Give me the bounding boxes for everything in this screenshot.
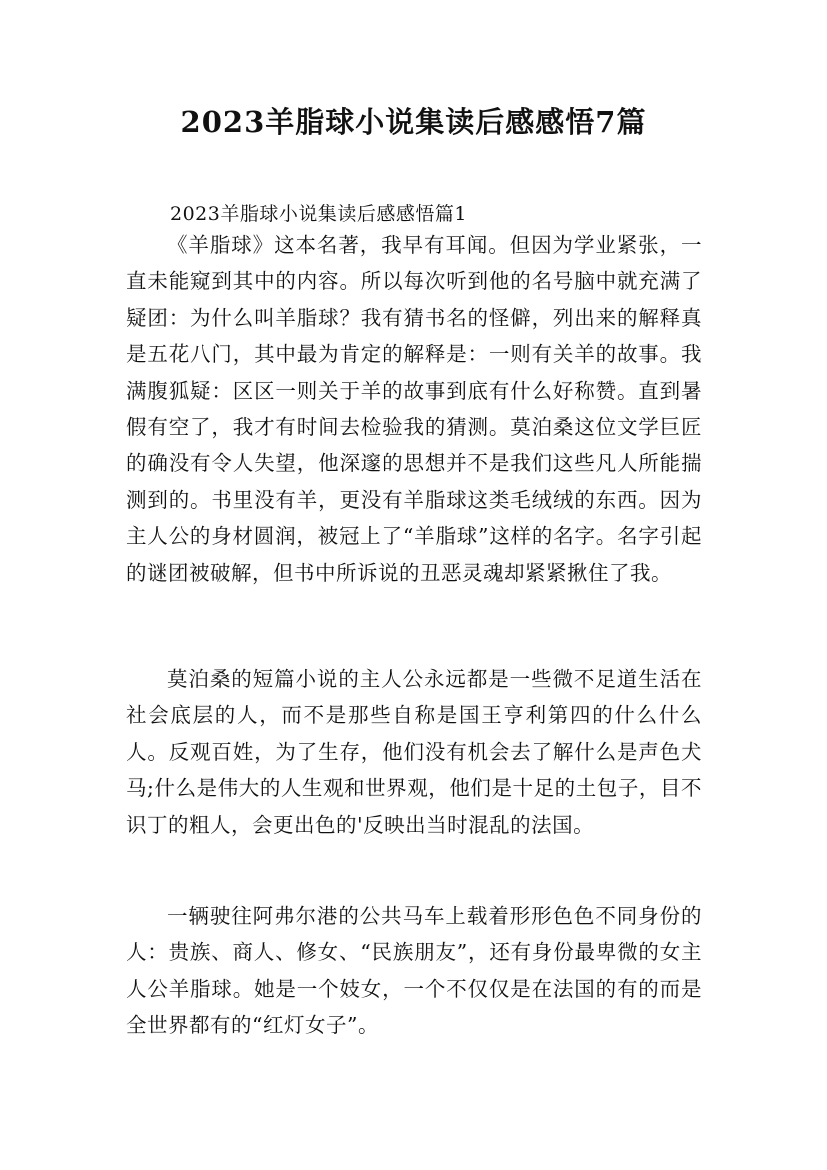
document-title: 2023羊脂球小说集读后感感悟7篇 xyxy=(180,105,647,139)
paragraph-2: 莫泊桑的短篇小说的主人公永远都是一些微不足道生活在社会底层的人，而不是那些自称是国王亨利第四的什么什么人。反观百姓，为了生存，他们没有机会去了解什么是声色犬马;什么是伟大的人生观和世界观，他们是十足的土包子，目不识丁的粗人，会更出色的'反映出当时混乱的法国。 xyxy=(126,667,702,837)
section-heading: 2023羊脂球小说集读后感感悟篇1 xyxy=(170,203,467,225)
paragraph-3: 一辆驶往阿弗尔港的公共马车上载着形形色色不同身份的人：贵族、商人、修女、“民族朋友”，还有身份最卑微的女主人公羊脂球。她是一个妓女，一个不仅仅是在法国的有的而是全世界都有的“红灯女子”。 xyxy=(126,904,702,1038)
paragraph-1: 《羊脂球》这本名著，我早有耳闻。但因为学业紧张，一直未能窥到其中的内容。所以每次听到他的名号脑中就充满了疑团：为什么叫羊脂球？我有猜书名的怪僻，列出来的解释真是五花八门，其中最为肯定的解释是：一则有关羊的故事。我满腹狐疑：区区一则关于羊的故事到底有什么好称赞。直到暑假有空了，我才有时间去检验我的猜测。莫泊桑这位文学巨匠的确没有令人失望，他深邃的思想并不是我们这些凡人所能揣测到的。书里没有羊，更没有羊脂球这类毛绒绒的东西。因为主人公的身材圆润，被冠上了“羊脂球”这样的名字。名字引起的谜团被破解，但书中所诉说的丑恶灵魂却紧紧揪住了我。 xyxy=(126,233,702,585)
